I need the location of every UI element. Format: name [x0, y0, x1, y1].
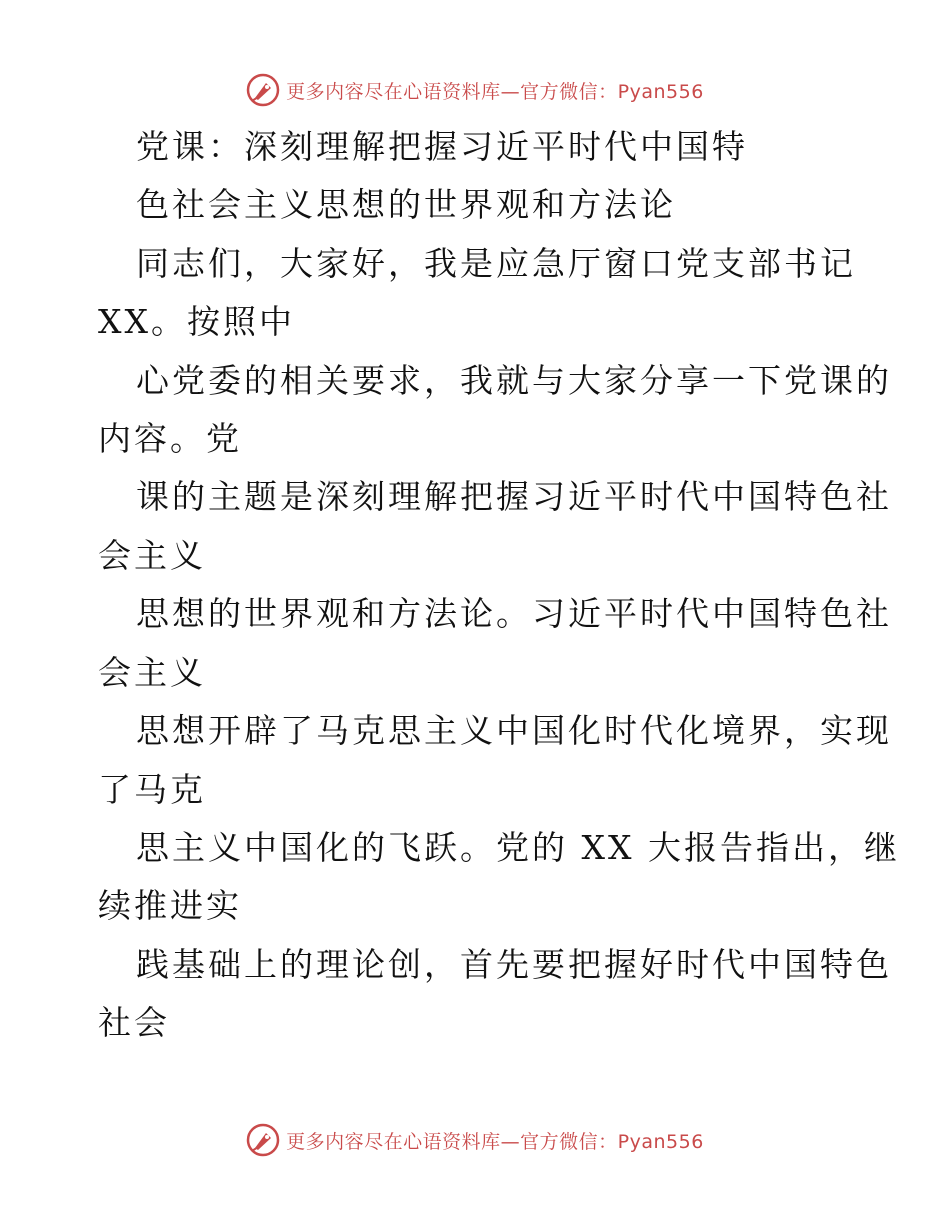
body-line: 思想开辟了马克思主义中国化时代化境界，实现 [136, 711, 892, 750]
body-line: 同志们，大家好，我是应急厅窗口党支部书记 [136, 244, 856, 283]
header-banner [0, 68, 950, 112]
title-line-1: 党课：深刻理解把握习近平时代中国特 [136, 127, 748, 166]
footer-banner-text: 更多内容尽在心语资料库—官方微信：Pyan556 [286, 1130, 704, 1153]
body-line: 会主义 [98, 536, 206, 575]
body-line: 会主义 [98, 653, 206, 692]
body-line: 了马克 [98, 770, 206, 809]
body-line: 思想的世界观和方法论。习近平时代中国特色社 [136, 594, 892, 633]
body-line: 思主义中国化的飞跃。党的 XX 大报告指出，继 [136, 828, 900, 867]
body-line: 课的主题是深刻理解把握习近平时代中国特色社 [136, 477, 892, 516]
pen-nib-logo-icon [246, 73, 280, 107]
body-line: 践基础上的理论创，首先要把握好时代中国特色 [136, 945, 892, 984]
body-line: 社会 [98, 1003, 170, 1042]
footer-banner [0, 1118, 950, 1162]
pen-nib-logo-icon [246, 1123, 280, 1157]
title-line-2: 色社会主义思想的世界观和方法论 [136, 185, 676, 224]
body-line: 续推进实 [98, 886, 242, 925]
header-banner-text: 更多内容尽在心语资料库—官方微信：Pyan556 [286, 80, 704, 103]
body-line: 内容。党 [98, 419, 242, 458]
body-line: 心党委的相关要求，我就与大家分享一下党课的 [136, 361, 892, 400]
body-line: XX。按照中 [98, 302, 295, 341]
